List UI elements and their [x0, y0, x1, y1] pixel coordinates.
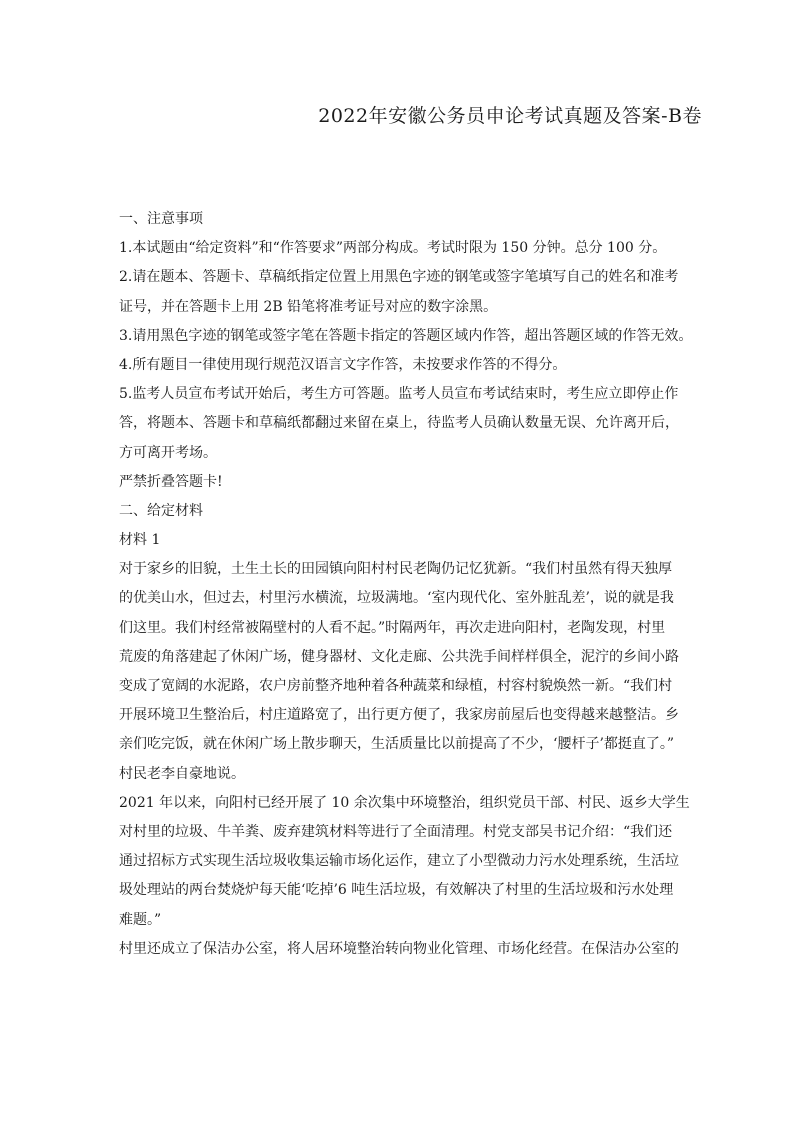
text-line: 通过招标方式实现生活垃圾收集运输市场化运作，建立了小型微动力污水处理系统，生活垃: [119, 853, 679, 870]
text-line: 1.本试题由“给定资料”和“作答要求”两部分构成。考试时限为 150 分钟。总分 100 分。: [119, 240, 667, 257]
section-heading-notes: 一、注意事项: [119, 211, 203, 227]
text-line: 们这里。我们村经常被隔壁村的人看不起。”时隔两年，再次走进向阳村，老陶发现，村里: [119, 619, 666, 636]
text-line: 亲们吃完饭，就在休闲广场上散步聊天，生活质量比以前提高了不少，‘腰杆子’都挺直了。”: [119, 736, 675, 753]
text-line: 方可离开考场。: [119, 444, 217, 461]
text-line: 圾处理站的两台焚烧炉每天能‘吃掉’6 吨生活垃圾，有效解决了村里的生活垃圾和污水处理: [119, 882, 674, 899]
warning-line: 严禁折叠答题卡!: [119, 473, 223, 490]
text-line: 答，将题本、答题卡和草稿纸都翻过来留在桌上，待监考人员确认数量无误、允许离开后，: [119, 415, 679, 432]
text-line: 对于家乡的旧貌，土生土长的田园镇向阳村村民老陶仍记忆犹新。“我们村虽然有得天独厚: [119, 561, 673, 578]
document-body: [119, 205, 709, 964]
text-line: 变成了宽阔的水泥路，农户房前整齐地种着各种蔬菜和绿植，村容村貌焕然一新。“我们村: [119, 678, 673, 694]
text-line: 开展环境卫生整治后，村庄道路宽了，出行更方便了，我家房前屋后也变得越来越整洁。乡: [119, 707, 679, 724]
text-line: 的优美山水，但过去，村里污水横流，垃圾满地。‘室内现代化、室外脏乱差’，说的就是我: [119, 590, 674, 607]
document-title: 2022年安徽公务员申论考试真题及答案-B卷: [318, 105, 702, 127]
text-line: 2021 年以来，向阳村已经开展了 10 余次集中环境整治，组织党员干部、村民、返乡大学生: [119, 794, 690, 811]
text-line: 村民老李自豪地说。: [119, 765, 245, 782]
text-line: 3.请用黑色字迹的钢笔或签字笔在答题卡指定的答题区域内作答，超出答题区域的作答无效。: [119, 327, 693, 344]
text-line: 难题。”: [119, 911, 162, 928]
material-heading: 材料 1: [119, 532, 161, 549]
text-line: 2.请在题本、答题卡、草稿纸指定位置上用黑色字迹的钢笔或签字笔填写自己的姓名和准考: [119, 269, 679, 286]
text-line: 4.所有题目一律使用现行规范汉语言文字作答，未按要求作答的不得分。: [119, 356, 567, 373]
section-heading-materials: 二、给定材料: [119, 502, 203, 519]
text-line: 对村里的垃圾、牛羊粪、废弃建筑材料等进行了全面清理。村党支部吴书记介绍：“我们还: [119, 823, 673, 840]
text-line: 荒废的角落建起了休闲广场，健身器材、文化走廊、公共洗手间样样俱全，泥泞的乡间小路: [119, 648, 679, 665]
text-line: 村里还成立了保洁办公室，将人居环境整治转向物业化管理、市场化经营。在保洁办公室的: [119, 940, 679, 957]
text-line: 5.监考人员宣布考试开始后，考生方可答题。监考人员宣布考试结束时，考生应立即停止作: [119, 386, 679, 403]
text-line: 证号，并在答题卡上用 2B 铅笔将准考证号对应的数字涂黑。: [119, 298, 498, 315]
